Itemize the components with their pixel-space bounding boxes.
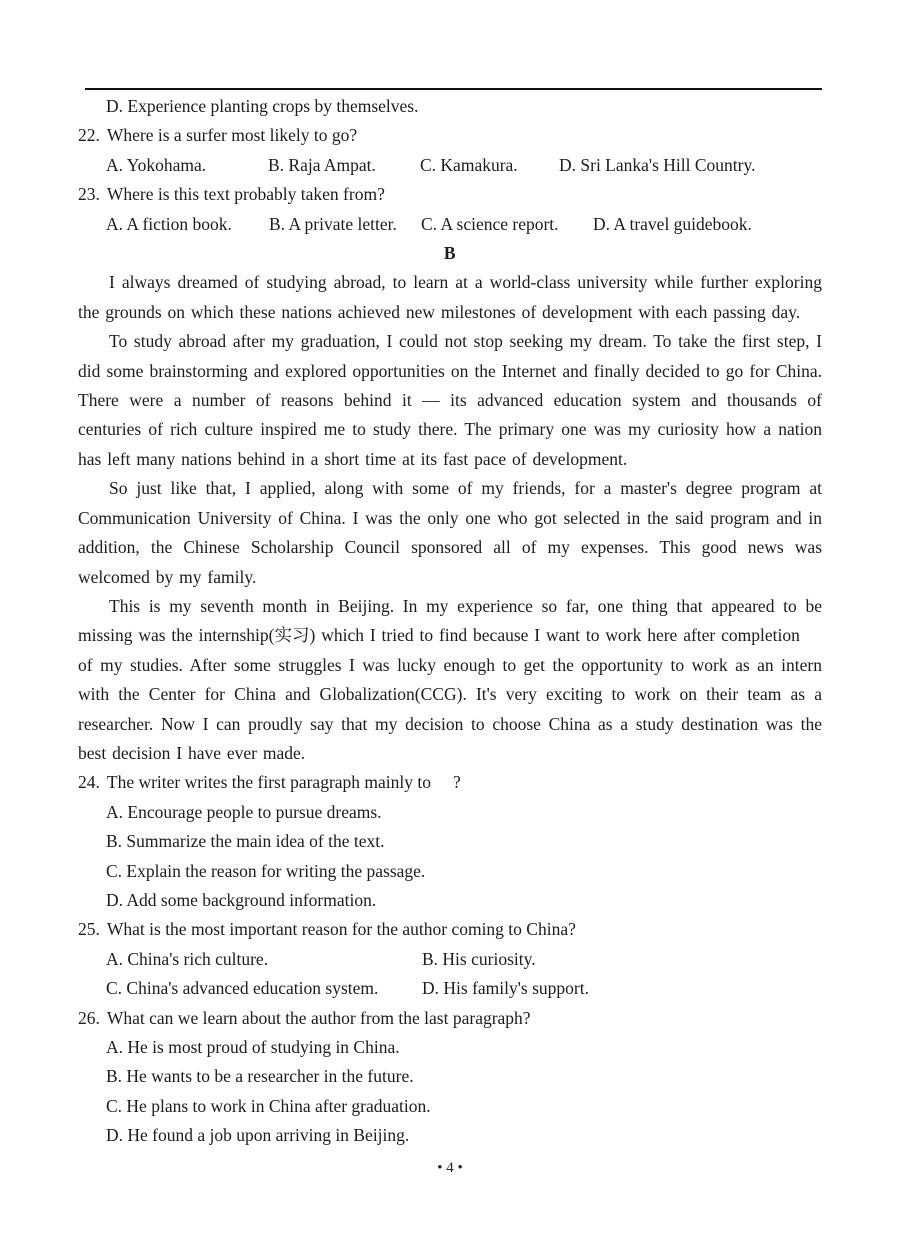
options-row: [78, 210, 822, 239]
question-24: [78, 768, 822, 915]
leftover-option-d: D. Experience planting crops by themselves.: [106, 96, 419, 116]
option-d: D. Sri Lanka's Hill Country.: [559, 154, 756, 175]
question-text: The writer writes the first paragraph mainly to: [106, 772, 432, 793]
option-c: C. A science report.: [421, 213, 559, 234]
option-a: A. A fiction book.: [106, 213, 232, 234]
option-a: A. Encourage people to pursue dreams.: [106, 801, 382, 822]
option-b: B. A private letter.: [269, 213, 397, 234]
question-text: What is the most important reason for the author coming to China?: [106, 919, 576, 940]
option-c: C. He plans to work in China after graduation.: [106, 1095, 431, 1116]
option-b: B. His curiosity.: [422, 948, 536, 969]
option-a: A. Yokohama.: [106, 154, 207, 175]
top-rule: [85, 88, 822, 90]
question-number: 24.: [78, 772, 100, 793]
question-text: Where is a surfer most likely to go?: [106, 125, 358, 146]
question-25: [78, 915, 822, 1003]
question-line: [78, 121, 822, 150]
passage-paragraph-4: This is my seventh month in Beijing. In my experience so far, one thing that appeared to be missing was the internship(实习) which I tried to find because I want to work here after completion: [78, 595, 822, 646]
question-23: [78, 180, 822, 239]
question-text: Where is this text probably taken from?: [106, 184, 385, 205]
passage-paragraph-1: I always dreamed of studying abroad, to learn at a world-class university while further exploring the grounds on which these nations achieved new milestones of development with each passing day.: [78, 272, 822, 322]
question-text: What can we learn about the author from the last paragraph?: [106, 1007, 531, 1028]
option-b: B. Raja Ampat.: [268, 154, 376, 175]
question-line: [78, 768, 822, 797]
question-22: [78, 121, 822, 180]
option-a: A. China's rich culture.: [106, 948, 269, 969]
option-c: C. Kamakura.: [420, 154, 518, 175]
question-number: 23.: [78, 184, 100, 205]
option-b: B. Summarize the main idea of the text.: [106, 831, 385, 852]
options-row: [78, 974, 822, 1003]
option-d: D. He found a job upon arriving in Beijing.: [106, 1125, 410, 1146]
passage-paragraph-3: So just like that, I applied, along with some of my friends, for a master's degree program at Communication University of China. I was the only one who got selected in the said program and in addition, the Chinese Scholarship Council sponsored all of my expenses. This good news was welcomed by my family.: [78, 478, 822, 587]
passage-paragraph-2: To study abroad after my graduation, I could not stop seeking my dream. To take the first step, I did some brainstorming and explored opportunities on the Internet and finally decided to go for China. There were a number of reasons behind it — its advanced education system and thousands of centuries of rich culture inspired me to study there. The primary one was my curiosity how a nation has left many nations behind in a short time at its fast pace of development.: [78, 331, 822, 469]
option-c: C. Explain the reason for writing the passage.: [106, 860, 426, 881]
passage-b: [78, 268, 822, 768]
option-d: D. A travel guidebook.: [593, 213, 752, 234]
question-number: 22.: [78, 125, 100, 146]
option-b: B. He wants to be a researcher in the future.: [106, 1066, 414, 1087]
question-number: 26.: [78, 1007, 100, 1028]
option-d: D. Add some background information.: [106, 889, 377, 910]
option-d: D. His family's support.: [422, 978, 589, 999]
question-26: [78, 1004, 822, 1151]
section-label-b: B: [443, 243, 457, 264]
options-row: [78, 945, 822, 974]
page-number: • 4 •: [437, 1160, 463, 1176]
options-row: [78, 151, 822, 180]
question-line: [78, 180, 822, 209]
option-a: A. He is most proud of studying in China.: [106, 1037, 400, 1057]
question-line: [78, 1004, 822, 1033]
question-line: [78, 915, 822, 944]
question-number: 25.: [78, 919, 100, 940]
passage-paragraph-5: of my studies. After some struggles I was lucky enough to get the opportunity to work as an intern with the Center for China and Globalization(CCG). It's very exciting to work on their team as a researcher. Now I can proudly say that my decision to choose China as a study destination was the best decision I have ever made.: [78, 654, 822, 763]
option-c: C. China's advanced education system.: [106, 978, 379, 999]
question-blank-mark: ?: [453, 772, 461, 793]
